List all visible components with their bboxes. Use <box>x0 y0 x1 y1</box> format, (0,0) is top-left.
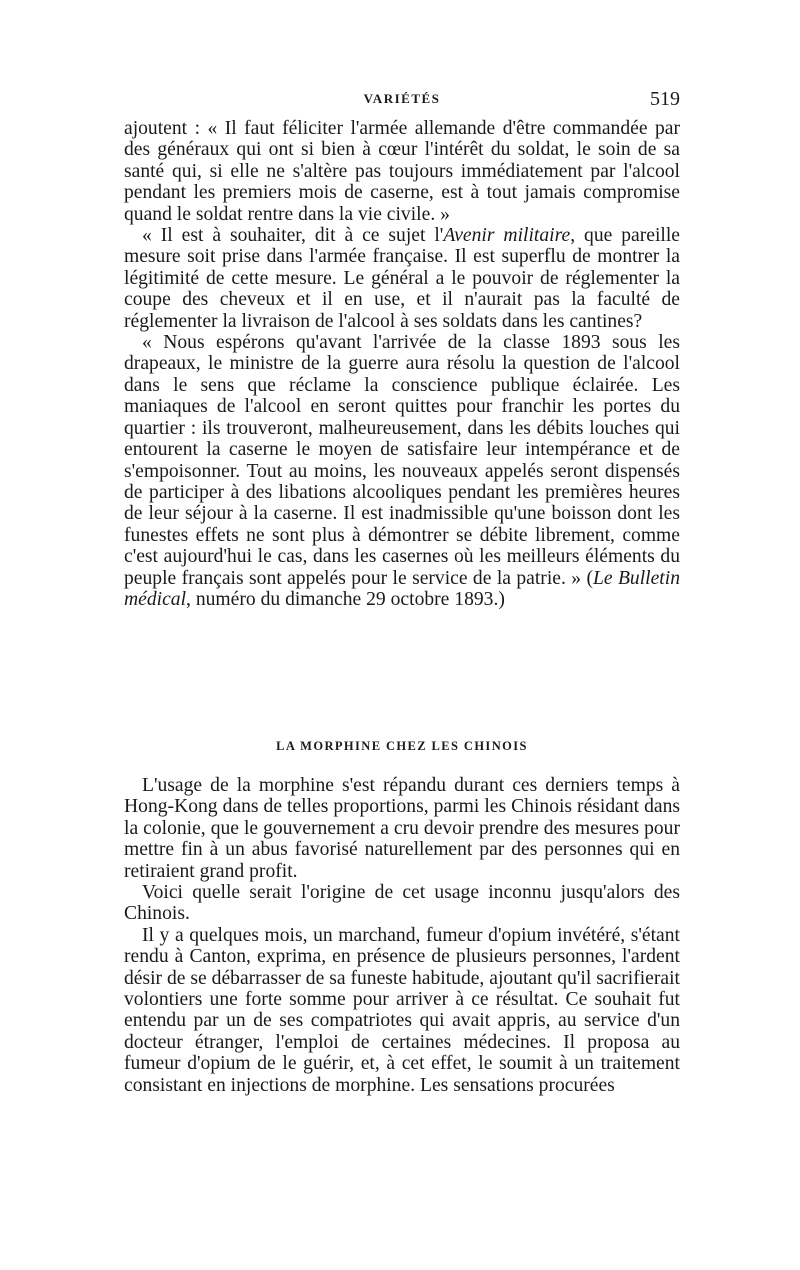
italic-title: Le Bulletin médical <box>124 567 680 610</box>
paragraph: Il y a quelques mois, un marchand, fumeur d'opium invétéré, s'étant rendu à Canton, exprima, en présence de plusieurs personnes, l'ardent désir de se débarrasser de sa funeste habitude, ajoutant qu'il sacrifierait volontiers une forte somme pour arriver à ce résultat. Ce souhait fut entendu par un de ses compatriotes qui avait appris, au service d'un docteur étranger, l'emploi de certaines médecines. Il proposa au fumeur d'opium de le guérir, et, à cet effet, le soumit à un traitement consistant en injections de morphine. Les sensations procurées <box>124 924 680 1096</box>
paragraph <box>124 225 680 332</box>
running-title: VARIÉTÉS <box>363 91 441 106</box>
paragraph: ajoutent : « Il faut féliciter l'armée allemande d'être commandée par des généraux qui ont si bien à cœur l'intérêt du soldat, le soin de sa santé qui, si elle ne s'altère pas toujours immédiatement par l'alcool pendant les premiers mois de caserne, est à tout jamais compromise quand le soldat rentre dans la vie civile. » <box>124 118 680 225</box>
paragraph <box>124 332 680 610</box>
section-heading: LA MORPHINE CHEZ LES CHINOIS <box>276 739 528 753</box>
article-continuation <box>124 118 680 610</box>
italic-title: Avenir militaire <box>443 225 571 247</box>
paragraph: L'usage de la morphine s'est répandu durant ces derniers temps à Hong-Kong dans de telles proportions, parmi les Chinois résidant dans la colonie, que le gouvernement a cru devoir prendre des mesures pour mettre fin à un abus favorisé naturellement par des personnes qui en retiraient grand profit. <box>124 775 680 882</box>
running-head <box>124 86 680 112</box>
paragraph-text: , numéro du dimanche 29 octobre 1893.) <box>186 588 505 610</box>
page-number: 519 <box>650 88 680 110</box>
paragraph-text: , que pareille mesure soit prise dans l'armée française. Il est superflu de montrer la légitimité de cette mesure. Le général a le pouvoir de réglementer la coupe des cheveux et il en use, et il n'aurait pas la faculté de réglementer la livraison de l'alcool à ses soldats dans les cantines? <box>124 225 680 332</box>
paragraph: Voici quelle serait l'origine de cet usage inconnu jusqu'alors des Chinois. <box>124 882 680 925</box>
paragraph-text: « Nous espérons qu'avant l'arrivée de la classe 1893 sous les drapeaux, le ministre de la guerre aura résolu la question de l'alcool dans le sens que réclame la conscience publique éclairée. Les maniaques de l'alcool en seront quittes pour franchir les portes du quartier : ils trouveront, malheureusement, dans les débits louches qui entourent la caserne le moyen de satisfaire leur intempérance et de s'empoisonner. Tout au moins, les nouveaux appelés seront dispensés de participer à des libations alcooliques pendant les premières heures de leur séjour à la caserne. Il est inadmissible qu'une boisson dont les funestes effets ne sont plus à démontrer se débite librement, comme c'est aujourd'hui le cas, dans les casernes où les meilleurs éléments du peuple français sont appelés pour le service de la patrie. » ( <box>124 332 680 589</box>
paragraph-text: « Il est à souhaiter, dit à ce sujet l' <box>142 225 444 247</box>
article-body <box>124 775 680 1096</box>
